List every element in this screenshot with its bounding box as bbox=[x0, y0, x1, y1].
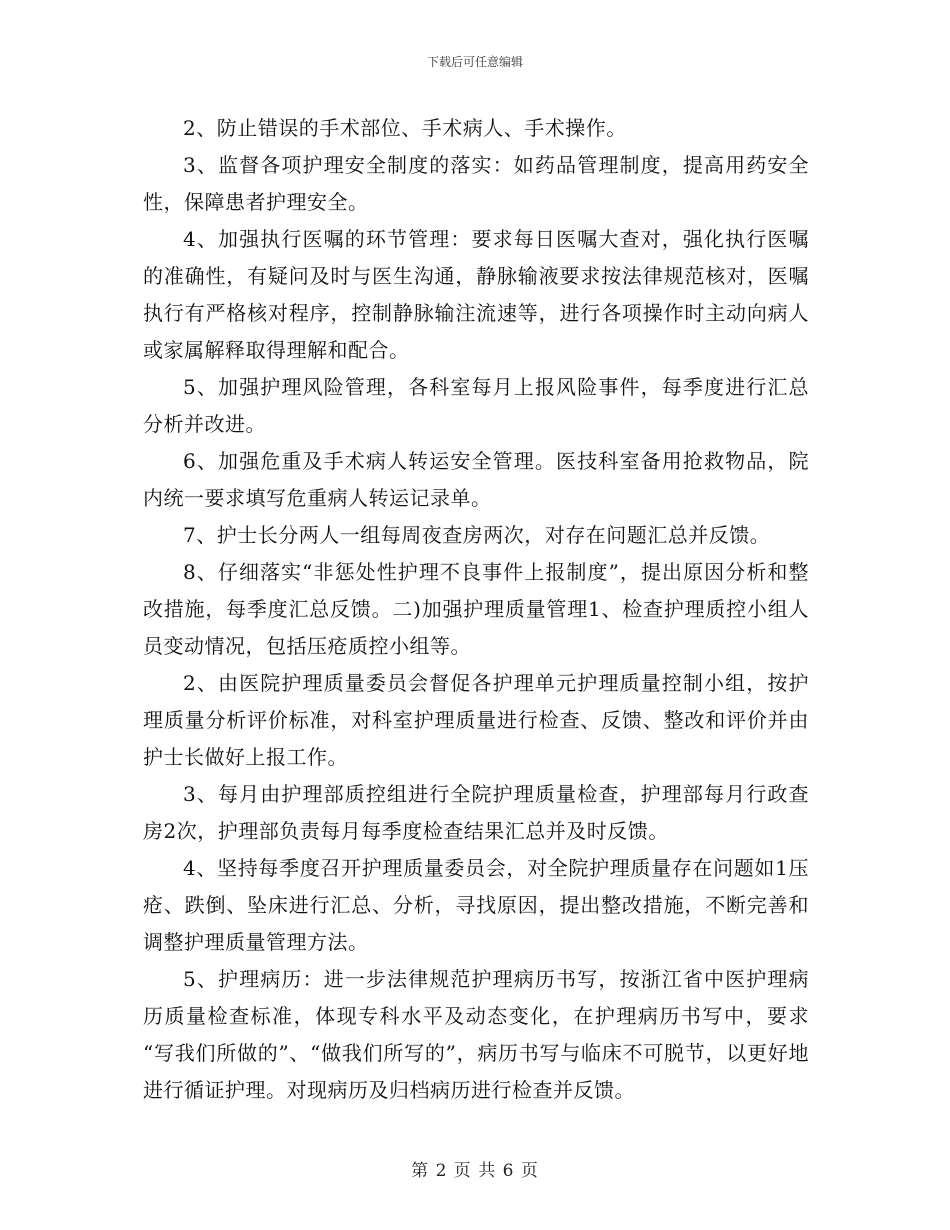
paragraph: 4、加强执行医嘱的环节管理：要求每日医嘱大查对，强化执行医嘱的准确性，有疑问及时与医生沟通，静脉输液要求按法律规范核对，医嘱执行有严格核对程序，控制静脉输注流速等，进行各项操作时主动向病人或家属解释取得理解和配合。 bbox=[143, 227, 809, 362]
page-number-footer: 第 2 页 共 6 页 bbox=[411, 1161, 539, 1181]
paragraph: 8、仔细落实“非惩处性护理不良事件上报制度”，提出原因分析和整改措施，每季度汇总反馈。二)加强护理质量管理1、检查护理质控小组人员变动情况，包括压疮质控小组等。 bbox=[143, 560, 809, 658]
paragraph: 3、每月由护理部质控组进行全院护理质量检查，护理部每月行政查房2次，护理部负责每月每季度检查结果汇总并及时反馈。 bbox=[143, 782, 809, 843]
page-header: 下载后可任意编辑 bbox=[426, 55, 523, 69]
paragraph: 5、加强护理风险管理，各科室每月上报风险事件，每季度进行汇总分析并改进。 bbox=[143, 375, 809, 436]
paragraph: 5、护理病历：进一步法律规范护理病历书写，按浙江省中医护理病历质量检查标准，体现专科水平及动态变化，在护理病历书写中，要求 “写我们所做的”、“做我们所写的”，病历书写与临床不可脱节，以更好地进行循证护理。对现病历及归档病历进行检查并反馈。 bbox=[143, 967, 809, 1102]
paragraph: 7、护士长分两人一组每周夜查房两次，对存在问题汇总并反馈。 bbox=[183, 523, 771, 547]
paragraph: 2、由医院护理质量委员会督促各护理单元护理质量控制小组，按护理质量分析评价标准，对科室护理质量进行检查、反馈、整改和评价并由护士长做好上报工作。 bbox=[143, 671, 809, 769]
paragraph: 4、坚持每季度召开护理质量委员会，对全院护理质量存在问题如1压疮、跌倒、坠床进行汇总、分析，寻找原因，提出整改措施，不断完善和调整护理质量管理方法。 bbox=[143, 856, 809, 954]
paragraph: 2、防止错误的手术部位、手术病人、手术操作。 bbox=[183, 116, 627, 140]
paragraph: 3、监督各项护理安全制度的落实：如药品管理制度，提高用药安全性，保障患者护理安全。 bbox=[143, 153, 809, 214]
paragraph: 6、加强危重及手术病人转运安全管理。医技科室备用抢救物品，院内统一要求填写危重病人转运记录单。 bbox=[143, 449, 809, 510]
document-body bbox=[143, 110, 809, 1109]
